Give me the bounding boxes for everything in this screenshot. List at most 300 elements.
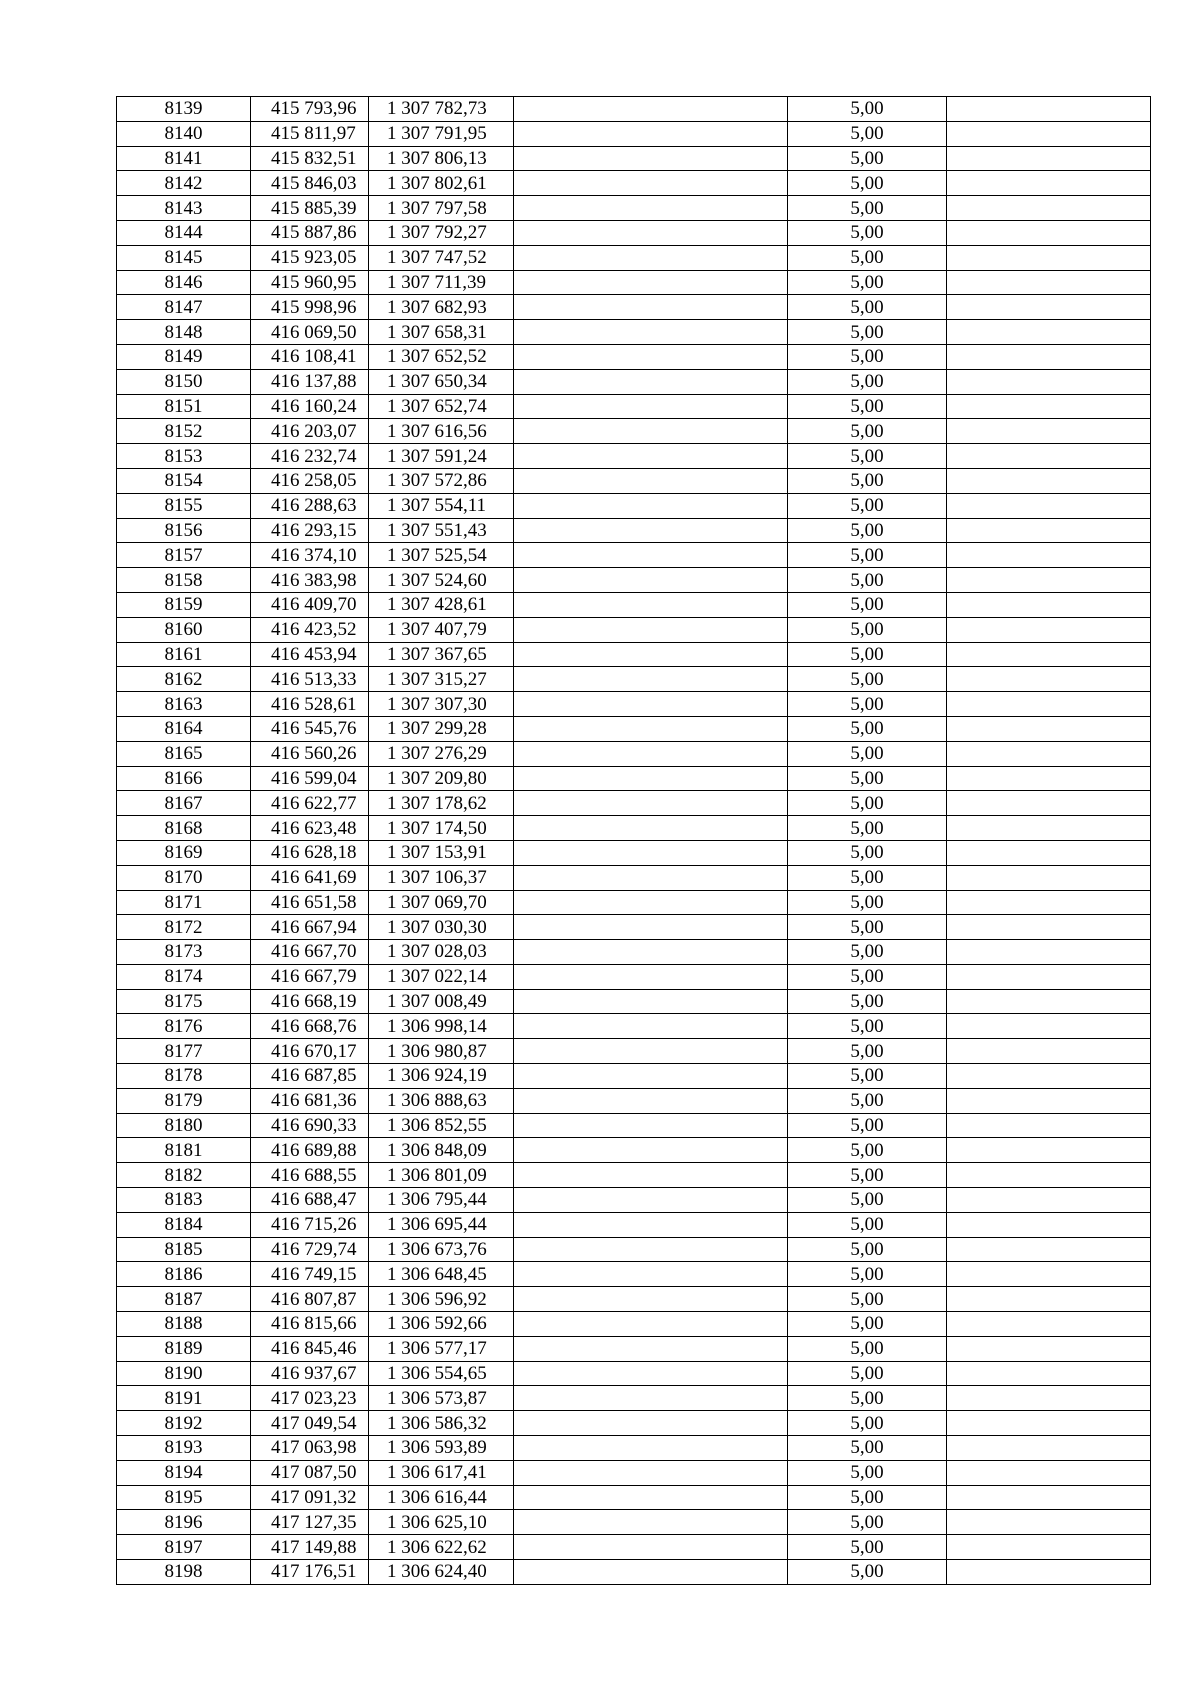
table-row (117, 1014, 1151, 1039)
x-coordinate-cell: 416 688,55 (251, 1163, 369, 1188)
y-coordinate-cell: 1 306 622,62 (369, 1535, 514, 1560)
notes-cell (947, 1336, 1151, 1361)
point-number-cell: 8188 (117, 1312, 251, 1337)
value-cell: 5,00 (788, 1386, 947, 1411)
description-cell (514, 642, 788, 667)
y-coordinate-cell: 1 307 174,50 (369, 816, 514, 841)
table-row (117, 642, 1151, 667)
y-coordinate-cell: 1 306 616,44 (369, 1485, 514, 1510)
value-cell: 5,00 (788, 146, 947, 171)
value-cell: 5,00 (788, 940, 947, 965)
description-cell (514, 1560, 788, 1585)
point-number-cell: 8154 (117, 468, 251, 493)
point-number-cell: 8164 (117, 716, 251, 741)
x-coordinate-cell: 416 667,94 (251, 915, 369, 940)
x-coordinate-cell: 416 667,70 (251, 940, 369, 965)
notes-cell (947, 1411, 1151, 1436)
notes-cell (947, 940, 1151, 965)
value-cell: 5,00 (788, 1336, 947, 1361)
y-coordinate-cell: 1 306 695,44 (369, 1212, 514, 1237)
value-cell: 5,00 (788, 791, 947, 816)
value-cell: 5,00 (788, 1560, 947, 1585)
table-row (117, 1560, 1151, 1585)
x-coordinate-cell: 416 160,24 (251, 394, 369, 419)
x-coordinate-cell: 416 623,48 (251, 816, 369, 841)
point-number-cell: 8144 (117, 220, 251, 245)
y-coordinate-cell: 1 307 367,65 (369, 642, 514, 667)
point-number-cell: 8171 (117, 890, 251, 915)
description-cell (514, 543, 788, 568)
value-cell: 5,00 (788, 518, 947, 543)
y-coordinate-cell: 1 307 276,29 (369, 741, 514, 766)
notes-cell (947, 716, 1151, 741)
table-row (117, 1262, 1151, 1287)
description-cell (514, 1014, 788, 1039)
y-coordinate-cell: 1 306 888,63 (369, 1088, 514, 1113)
x-coordinate-cell: 416 528,61 (251, 692, 369, 717)
y-coordinate-cell: 1 307 802,61 (369, 171, 514, 196)
value-cell: 5,00 (788, 344, 947, 369)
value-cell: 5,00 (788, 220, 947, 245)
table-row (117, 989, 1151, 1014)
y-coordinate-cell: 1 307 022,14 (369, 964, 514, 989)
value-cell: 5,00 (788, 1262, 947, 1287)
description-cell (514, 394, 788, 419)
notes-cell (947, 1312, 1151, 1337)
description-cell (514, 1386, 788, 1411)
table-row (117, 543, 1151, 568)
table-row (117, 270, 1151, 295)
value-cell: 5,00 (788, 444, 947, 469)
value-cell: 5,00 (788, 1014, 947, 1039)
value-cell: 5,00 (788, 1188, 947, 1213)
point-number-cell: 8156 (117, 518, 251, 543)
table-row (117, 592, 1151, 617)
y-coordinate-cell: 1 306 554,65 (369, 1361, 514, 1386)
description-cell (514, 890, 788, 915)
table-row (117, 444, 1151, 469)
table-row (117, 1510, 1151, 1535)
y-coordinate-cell: 1 306 577,17 (369, 1336, 514, 1361)
point-number-cell: 8159 (117, 592, 251, 617)
table-row (117, 1411, 1151, 1436)
point-number-cell: 8172 (117, 915, 251, 940)
notes-cell (947, 369, 1151, 394)
x-coordinate-cell: 416 383,98 (251, 568, 369, 593)
point-number-cell: 8180 (117, 1113, 251, 1138)
table-row (117, 816, 1151, 841)
notes-cell (947, 1064, 1151, 1089)
description-cell (514, 493, 788, 518)
description-cell (514, 667, 788, 692)
value-cell: 5,00 (788, 1411, 947, 1436)
notes-cell (947, 592, 1151, 617)
description-cell (514, 716, 788, 741)
notes-cell (947, 890, 1151, 915)
table-row (117, 791, 1151, 816)
description-cell (514, 171, 788, 196)
table-row (117, 716, 1151, 741)
value-cell: 5,00 (788, 543, 947, 568)
y-coordinate-cell: 1 307 616,56 (369, 419, 514, 444)
table-row (117, 369, 1151, 394)
notes-cell (947, 617, 1151, 642)
value-cell: 5,00 (788, 915, 947, 940)
value-cell: 5,00 (788, 865, 947, 890)
point-number-cell: 8196 (117, 1510, 251, 1535)
notes-cell (947, 1237, 1151, 1262)
x-coordinate-cell: 416 423,52 (251, 617, 369, 642)
table-row (117, 1113, 1151, 1138)
notes-cell (947, 171, 1151, 196)
table-row (117, 220, 1151, 245)
y-coordinate-cell: 1 306 852,55 (369, 1113, 514, 1138)
value-cell: 5,00 (788, 369, 947, 394)
x-coordinate-cell: 416 807,87 (251, 1287, 369, 1312)
description-cell (514, 692, 788, 717)
point-number-cell: 8155 (117, 493, 251, 518)
y-coordinate-cell: 1 306 924,19 (369, 1064, 514, 1089)
x-coordinate-cell: 416 641,69 (251, 865, 369, 890)
x-coordinate-cell: 415 998,96 (251, 295, 369, 320)
description-cell (514, 121, 788, 146)
notes-cell (947, 1212, 1151, 1237)
notes-cell (947, 1138, 1151, 1163)
value-cell: 5,00 (788, 320, 947, 345)
x-coordinate-cell: 416 069,50 (251, 320, 369, 345)
y-coordinate-cell: 1 307 591,24 (369, 444, 514, 469)
description-cell (514, 146, 788, 171)
description-cell (514, 270, 788, 295)
x-coordinate-cell: 415 887,86 (251, 220, 369, 245)
x-coordinate-cell: 417 091,32 (251, 1485, 369, 1510)
x-coordinate-cell: 416 689,88 (251, 1138, 369, 1163)
value-cell: 5,00 (788, 394, 947, 419)
notes-cell (947, 568, 1151, 593)
x-coordinate-cell: 416 651,58 (251, 890, 369, 915)
notes-cell (947, 1287, 1151, 1312)
description-cell (514, 1138, 788, 1163)
notes-cell (947, 1460, 1151, 1485)
notes-cell (947, 741, 1151, 766)
description-cell (514, 1188, 788, 1213)
description-cell (514, 1411, 788, 1436)
table-row (117, 1138, 1151, 1163)
notes-cell (947, 146, 1151, 171)
notes-cell (947, 1188, 1151, 1213)
point-number-cell: 8173 (117, 940, 251, 965)
x-coordinate-cell: 415 846,03 (251, 171, 369, 196)
description-cell (514, 964, 788, 989)
value-cell: 5,00 (788, 1088, 947, 1113)
table-row (117, 1386, 1151, 1411)
table-row (117, 890, 1151, 915)
notes-cell (947, 394, 1151, 419)
point-number-cell: 8192 (117, 1411, 251, 1436)
description-cell (514, 1535, 788, 1560)
notes-cell (947, 1039, 1151, 1064)
point-number-cell: 8189 (117, 1336, 251, 1361)
value-cell: 5,00 (788, 741, 947, 766)
x-coordinate-cell: 416 258,05 (251, 468, 369, 493)
point-number-cell: 8170 (117, 865, 251, 890)
y-coordinate-cell: 1 307 806,13 (369, 146, 514, 171)
x-coordinate-cell: 417 063,98 (251, 1436, 369, 1461)
notes-cell (947, 1560, 1151, 1585)
x-coordinate-cell: 415 960,95 (251, 270, 369, 295)
value-cell: 5,00 (788, 121, 947, 146)
description-cell (514, 1460, 788, 1485)
y-coordinate-cell: 1 307 407,79 (369, 617, 514, 642)
x-coordinate-cell: 416 108,41 (251, 344, 369, 369)
point-number-cell: 8186 (117, 1262, 251, 1287)
value-cell: 5,00 (788, 568, 947, 593)
notes-cell (947, 840, 1151, 865)
notes-cell (947, 419, 1151, 444)
x-coordinate-cell: 416 628,18 (251, 840, 369, 865)
table-row (117, 344, 1151, 369)
x-coordinate-cell: 416 137,88 (251, 369, 369, 394)
table-row (117, 394, 1151, 419)
point-number-cell: 8160 (117, 617, 251, 642)
notes-cell (947, 1113, 1151, 1138)
y-coordinate-cell: 1 306 848,09 (369, 1138, 514, 1163)
table-row (117, 840, 1151, 865)
x-coordinate-cell: 416 670,17 (251, 1039, 369, 1064)
y-coordinate-cell: 1 307 652,74 (369, 394, 514, 419)
table-row (117, 121, 1151, 146)
x-coordinate-cell: 416 545,76 (251, 716, 369, 741)
value-cell: 5,00 (788, 592, 947, 617)
y-coordinate-cell: 1 307 797,58 (369, 196, 514, 221)
table-row (117, 1361, 1151, 1386)
description-cell (514, 1039, 788, 1064)
description-cell (514, 518, 788, 543)
x-coordinate-cell: 416 232,74 (251, 444, 369, 469)
x-coordinate-cell: 416 687,85 (251, 1064, 369, 1089)
table-row (117, 1287, 1151, 1312)
value-cell: 5,00 (788, 270, 947, 295)
value-cell: 5,00 (788, 1485, 947, 1510)
table-row (117, 1088, 1151, 1113)
point-number-cell: 8142 (117, 171, 251, 196)
description-cell (514, 344, 788, 369)
y-coordinate-cell: 1 306 593,89 (369, 1436, 514, 1461)
value-cell: 5,00 (788, 1039, 947, 1064)
notes-cell (947, 121, 1151, 146)
point-number-cell: 8146 (117, 270, 251, 295)
table-row (117, 667, 1151, 692)
table-row (117, 1460, 1151, 1485)
table-row (117, 1535, 1151, 1560)
value-cell: 5,00 (788, 1138, 947, 1163)
value-cell: 5,00 (788, 716, 947, 741)
x-coordinate-cell: 416 667,79 (251, 964, 369, 989)
point-number-cell: 8152 (117, 419, 251, 444)
point-number-cell: 8177 (117, 1039, 251, 1064)
x-coordinate-cell: 415 885,39 (251, 196, 369, 221)
y-coordinate-cell: 1 307 209,80 (369, 766, 514, 791)
x-coordinate-cell: 417 087,50 (251, 1460, 369, 1485)
point-number-cell: 8187 (117, 1287, 251, 1312)
y-coordinate-cell: 1 307 525,54 (369, 543, 514, 568)
x-coordinate-cell: 416 937,67 (251, 1361, 369, 1386)
point-number-cell: 8143 (117, 196, 251, 221)
y-coordinate-cell: 1 307 106,37 (369, 865, 514, 890)
point-number-cell: 8195 (117, 1485, 251, 1510)
description-cell (514, 840, 788, 865)
notes-cell (947, 816, 1151, 841)
notes-cell (947, 964, 1151, 989)
notes-cell (947, 295, 1151, 320)
description-cell (514, 865, 788, 890)
x-coordinate-cell: 416 599,04 (251, 766, 369, 791)
description-cell (514, 1088, 788, 1113)
point-number-cell: 8191 (117, 1386, 251, 1411)
notes-cell (947, 220, 1151, 245)
x-coordinate-cell: 416 815,66 (251, 1312, 369, 1337)
x-coordinate-cell: 416 688,47 (251, 1188, 369, 1213)
table-row (117, 940, 1151, 965)
point-number-cell: 8193 (117, 1436, 251, 1461)
point-number-cell: 8149 (117, 344, 251, 369)
table-row (117, 146, 1151, 171)
y-coordinate-cell: 1 307 711,39 (369, 270, 514, 295)
notes-cell (947, 1163, 1151, 1188)
value-cell: 5,00 (788, 816, 947, 841)
x-coordinate-cell: 416 681,36 (251, 1088, 369, 1113)
value-cell: 5,00 (788, 468, 947, 493)
x-coordinate-cell: 416 715,26 (251, 1212, 369, 1237)
point-number-cell: 8198 (117, 1560, 251, 1585)
description-cell (514, 1163, 788, 1188)
notes-cell (947, 865, 1151, 890)
point-number-cell: 8140 (117, 121, 251, 146)
point-number-cell: 8163 (117, 692, 251, 717)
y-coordinate-cell: 1 307 524,60 (369, 568, 514, 593)
notes-cell (947, 642, 1151, 667)
description-cell (514, 592, 788, 617)
notes-cell (947, 1436, 1151, 1461)
notes-cell (947, 989, 1151, 1014)
notes-cell (947, 97, 1151, 122)
x-coordinate-cell: 415 793,96 (251, 97, 369, 122)
table-row (117, 865, 1151, 890)
value-cell: 5,00 (788, 840, 947, 865)
table-row (117, 245, 1151, 270)
y-coordinate-cell: 1 306 617,41 (369, 1460, 514, 1485)
point-number-cell: 8161 (117, 642, 251, 667)
y-coordinate-cell: 1 307 782,73 (369, 97, 514, 122)
y-coordinate-cell: 1 306 596,92 (369, 1287, 514, 1312)
point-number-cell: 8169 (117, 840, 251, 865)
description-cell (514, 1237, 788, 1262)
x-coordinate-cell: 417 127,35 (251, 1510, 369, 1535)
y-coordinate-cell: 1 307 682,93 (369, 295, 514, 320)
y-coordinate-cell: 1 307 178,62 (369, 791, 514, 816)
notes-cell (947, 766, 1151, 791)
y-coordinate-cell: 1 306 624,40 (369, 1560, 514, 1585)
x-coordinate-cell: 416 845,46 (251, 1336, 369, 1361)
point-number-cell: 8179 (117, 1088, 251, 1113)
x-coordinate-cell: 416 668,19 (251, 989, 369, 1014)
table-row (117, 617, 1151, 642)
table-row (117, 1163, 1151, 1188)
table-row (117, 1312, 1151, 1337)
y-coordinate-cell: 1 307 030,30 (369, 915, 514, 940)
table-row (117, 766, 1151, 791)
description-cell (514, 369, 788, 394)
value-cell: 5,00 (788, 171, 947, 196)
notes-cell (947, 1088, 1151, 1113)
value-cell: 5,00 (788, 1312, 947, 1337)
point-number-cell: 8157 (117, 543, 251, 568)
y-coordinate-cell: 1 306 625,10 (369, 1510, 514, 1535)
x-coordinate-cell: 417 023,23 (251, 1386, 369, 1411)
notes-cell (947, 667, 1151, 692)
value-cell: 5,00 (788, 245, 947, 270)
description-cell (514, 915, 788, 940)
description-cell (514, 320, 788, 345)
table-row (117, 568, 1151, 593)
notes-cell (947, 1014, 1151, 1039)
table-row (117, 468, 1151, 493)
y-coordinate-cell: 1 306 648,45 (369, 1262, 514, 1287)
value-cell: 5,00 (788, 1436, 947, 1461)
y-coordinate-cell: 1 306 980,87 (369, 1039, 514, 1064)
notes-cell (947, 320, 1151, 345)
notes-cell (947, 196, 1151, 221)
point-number-cell: 8183 (117, 1188, 251, 1213)
point-number-cell: 8151 (117, 394, 251, 419)
table-row (117, 692, 1151, 717)
y-coordinate-cell: 1 306 673,76 (369, 1237, 514, 1262)
description-cell (514, 816, 788, 841)
notes-cell (947, 344, 1151, 369)
table-row (117, 320, 1151, 345)
description-cell (514, 220, 788, 245)
description-cell (514, 1064, 788, 1089)
value-cell: 5,00 (788, 964, 947, 989)
x-coordinate-cell: 416 690,33 (251, 1113, 369, 1138)
y-coordinate-cell: 1 306 998,14 (369, 1014, 514, 1039)
point-number-cell: 8175 (117, 989, 251, 1014)
value-cell: 5,00 (788, 295, 947, 320)
table-row (117, 196, 1151, 221)
point-number-cell: 8145 (117, 245, 251, 270)
notes-cell (947, 245, 1151, 270)
notes-cell (947, 493, 1151, 518)
y-coordinate-cell: 1 307 028,03 (369, 940, 514, 965)
description-cell (514, 1113, 788, 1138)
x-coordinate-cell: 416 409,70 (251, 592, 369, 617)
notes-cell (947, 1485, 1151, 1510)
x-coordinate-cell: 417 049,54 (251, 1411, 369, 1436)
value-cell: 5,00 (788, 1237, 947, 1262)
table-row (117, 518, 1151, 543)
table-row (117, 964, 1151, 989)
notes-cell (947, 1386, 1151, 1411)
description-cell (514, 419, 788, 444)
y-coordinate-cell: 1 307 551,43 (369, 518, 514, 543)
y-coordinate-cell: 1 307 554,11 (369, 493, 514, 518)
y-coordinate-cell: 1 307 572,86 (369, 468, 514, 493)
value-cell: 5,00 (788, 1361, 947, 1386)
value-cell: 5,00 (788, 1287, 947, 1312)
point-number-cell: 8190 (117, 1361, 251, 1386)
x-coordinate-cell: 417 149,88 (251, 1535, 369, 1560)
table-row (117, 741, 1151, 766)
